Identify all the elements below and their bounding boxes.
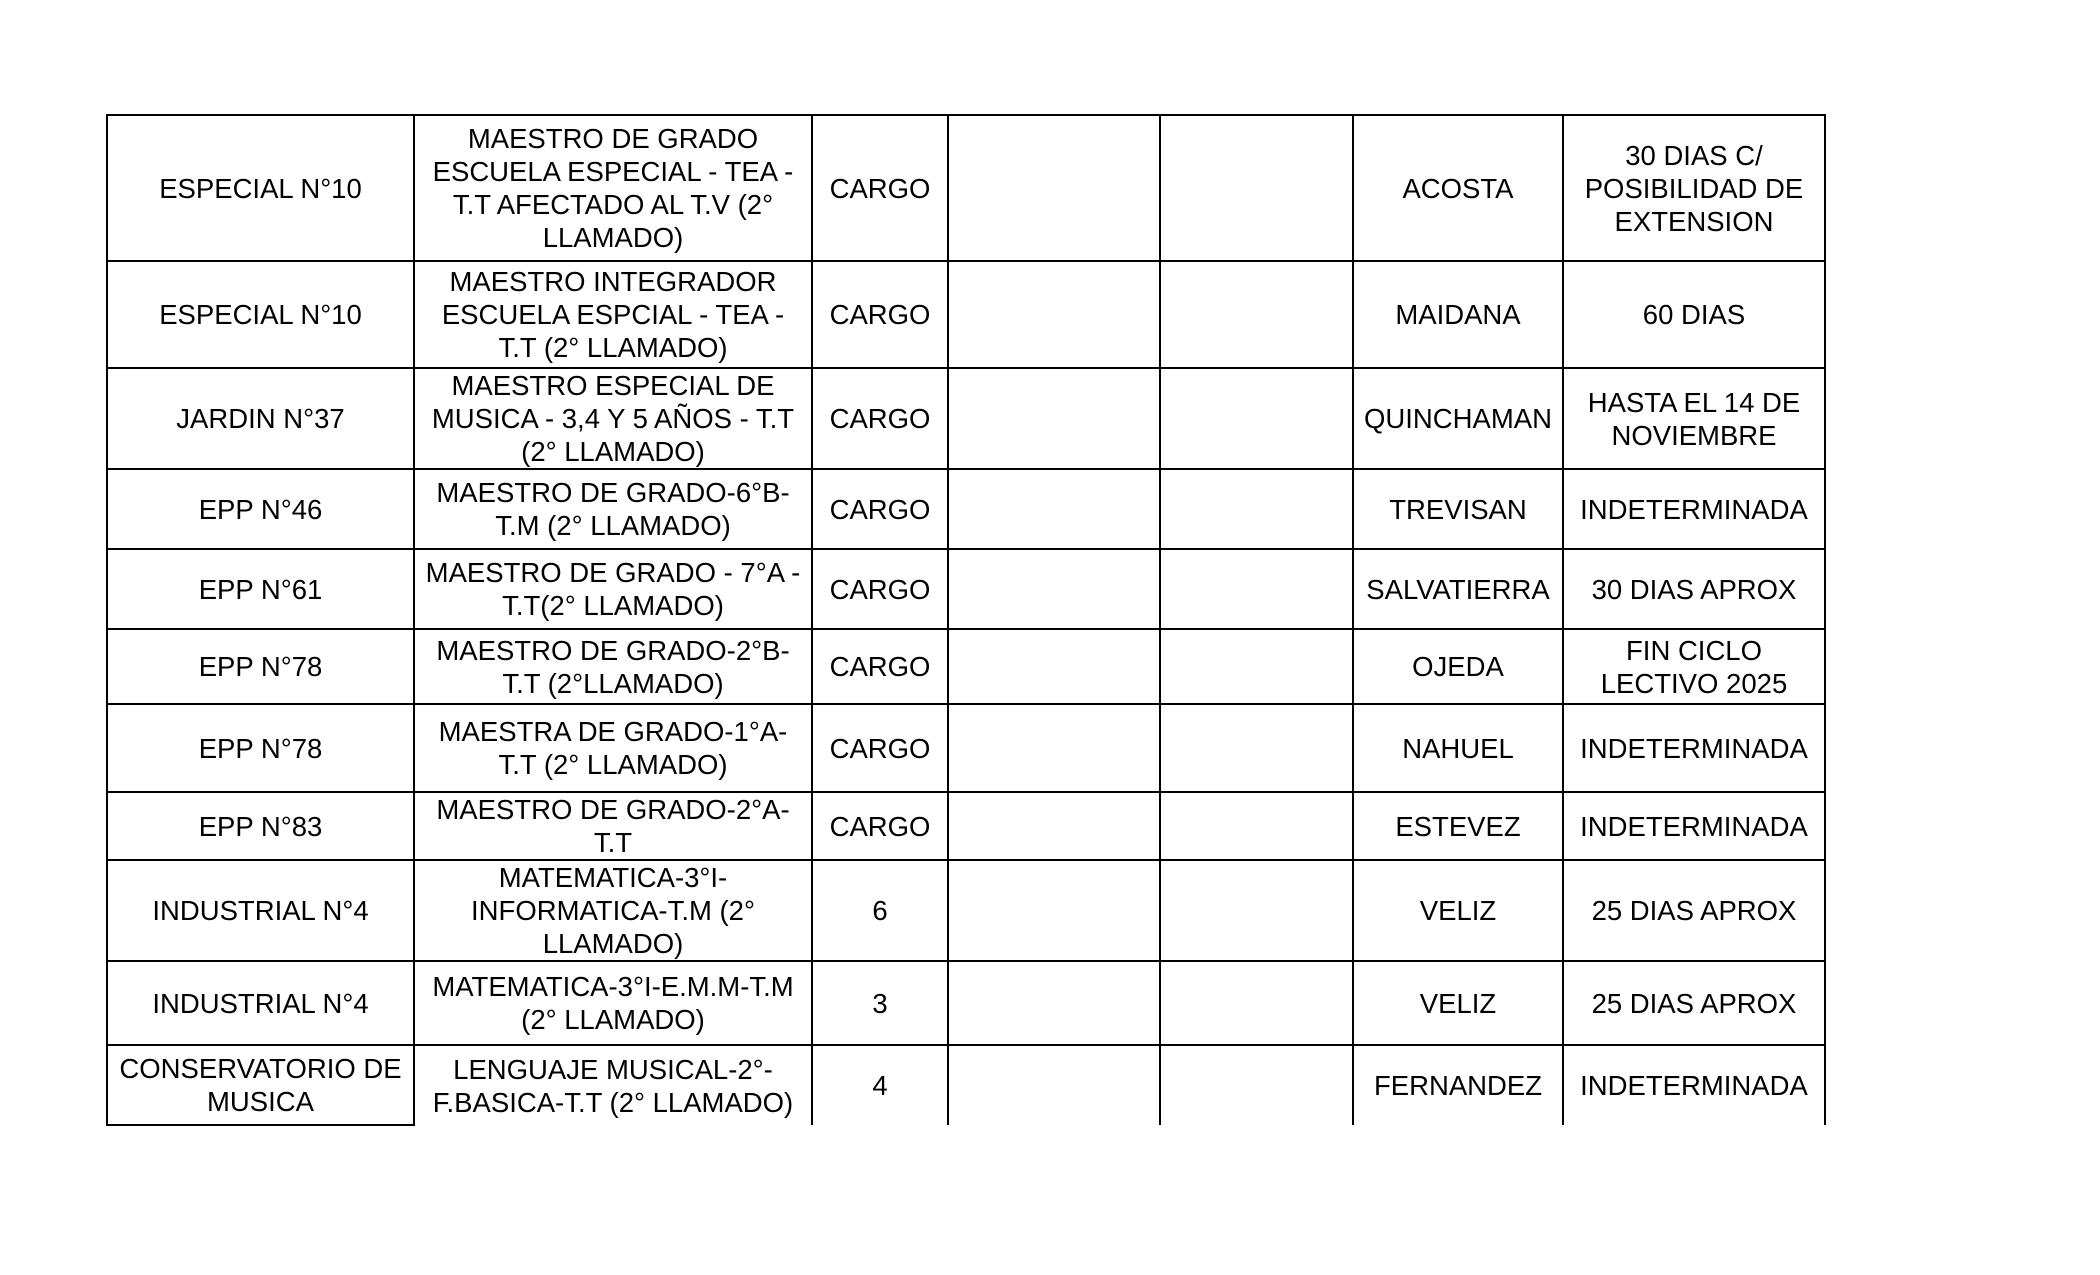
cell-position: MAESTRO DE GRADO-2°B-T.T (2°LLAMADO) <box>414 629 812 704</box>
cell-duration: INDETERMINADA <box>1563 704 1825 792</box>
cell-empty <box>1160 261 1353 368</box>
cell-duration: 60 DIAS <box>1563 261 1825 368</box>
table-row <box>107 368 1825 469</box>
cell-duration: 30 DIAS APROX <box>1563 549 1825 629</box>
cell-empty <box>1160 115 1353 261</box>
cell-teacher: OJEDA <box>1353 629 1563 704</box>
cell-empty <box>948 792 1160 860</box>
cell-position: LENGUAJE MUSICAL-2°-F.BASICA-T.T (2° LLAMADO) <box>414 1045 812 1125</box>
cell-empty <box>1160 1045 1353 1125</box>
cell-hours: CARGO <box>812 549 948 629</box>
cell-teacher: QUINCHAMAN <box>1353 368 1563 469</box>
cell-empty <box>948 1045 1160 1125</box>
cell-hours: 4 <box>812 1045 948 1125</box>
cell-empty <box>948 261 1160 368</box>
table-row <box>107 961 1825 1045</box>
cell-empty <box>948 469 1160 549</box>
vacancy-table <box>106 114 1826 1126</box>
table-row <box>107 261 1825 368</box>
table-row <box>107 792 1825 860</box>
cell-teacher: VELIZ <box>1353 961 1563 1045</box>
cell-hours: CARGO <box>812 792 948 860</box>
table-row <box>107 549 1825 629</box>
cell-duration: INDETERMINADA <box>1563 469 1825 549</box>
cell-teacher: ACOSTA <box>1353 115 1563 261</box>
cell-empty <box>948 961 1160 1045</box>
cell-duration: 25 DIAS APROX <box>1563 860 1825 961</box>
cell-school: ESPECIAL N°10 <box>107 115 414 261</box>
cell-school: ESPECIAL N°10 <box>107 261 414 368</box>
cell-school: INDUSTRIAL N°4 <box>107 860 414 961</box>
cell-hours: CARGO <box>812 704 948 792</box>
cell-school: INDUSTRIAL N°4 <box>107 961 414 1045</box>
cell-position: MAESTRO DE GRADO-6°B-T.M (2° LLAMADO) <box>414 469 812 549</box>
cell-position: MAESTRA DE GRADO-1°A-T.T (2° LLAMADO) <box>414 704 812 792</box>
cell-empty <box>1160 961 1353 1045</box>
cell-hours: 3 <box>812 961 948 1045</box>
cell-empty <box>948 860 1160 961</box>
cell-school: EPP N°78 <box>107 704 414 792</box>
cell-duration: 30 DIAS C/ POSIBILIDAD DE EXTENSION <box>1563 115 1825 261</box>
cell-hours: CARGO <box>812 629 948 704</box>
cell-empty <box>948 115 1160 261</box>
cell-position: MAESTRO DE GRADO-2°A-T.T <box>414 792 812 860</box>
cell-empty <box>1160 469 1353 549</box>
cell-school: EPP N°46 <box>107 469 414 549</box>
cell-position: MAESTRO ESPECIAL DE MUSICA - 3,4 Y 5 AÑOS - T.T (2° LLAMADO) <box>414 368 812 469</box>
table-row <box>107 1045 1825 1125</box>
cell-hours: CARGO <box>812 115 948 261</box>
cell-duration: HASTA EL 14 DE NOVIEMBRE <box>1563 368 1825 469</box>
cell-teacher: NAHUEL <box>1353 704 1563 792</box>
cell-position: MATEMATICA-3°I-INFORMATICA-T.M (2° LLAMADO) <box>414 860 812 961</box>
table-row <box>107 115 1825 261</box>
cell-school: CONSERVATORIO DE MUSICA <box>107 1045 414 1125</box>
cell-school: EPP N°78 <box>107 629 414 704</box>
cell-teacher: SALVATIERRA <box>1353 549 1563 629</box>
cell-hours: CARGO <box>812 261 948 368</box>
cell-teacher: MAIDANA <box>1353 261 1563 368</box>
cell-empty <box>1160 368 1353 469</box>
table-row <box>107 860 1825 961</box>
cell-position: MAESTRO DE GRADO ESCUELA ESPECIAL - TEA - T.T AFECTADO AL T.V (2° LLAMADO) <box>414 115 812 261</box>
cell-empty <box>1160 704 1353 792</box>
cell-teacher: ESTEVEZ <box>1353 792 1563 860</box>
cell-school: EPP N°61 <box>107 549 414 629</box>
cell-position: MAESTRO DE GRADO - 7°A - T.T(2° LLAMADO) <box>414 549 812 629</box>
cell-empty <box>1160 549 1353 629</box>
cell-teacher: TREVISAN <box>1353 469 1563 549</box>
cell-school: JARDIN N°37 <box>107 368 414 469</box>
cell-empty <box>948 549 1160 629</box>
cell-position: MAESTRO INTEGRADOR ESCUELA ESPCIAL - TEA - T.T (2° LLAMADO) <box>414 261 812 368</box>
cell-hours: CARGO <box>812 368 948 469</box>
cell-position: MATEMATICA-3°I-E.M.M-T.M (2° LLAMADO) <box>414 961 812 1045</box>
cell-empty <box>1160 792 1353 860</box>
cell-empty <box>1160 860 1353 961</box>
cell-empty <box>948 629 1160 704</box>
cell-hours: 6 <box>812 860 948 961</box>
cell-school: EPP N°83 <box>107 792 414 860</box>
cell-duration: FIN CICLO LECTIVO 2025 <box>1563 629 1825 704</box>
cell-teacher: FERNANDEZ <box>1353 1045 1563 1125</box>
table-row <box>107 469 1825 549</box>
cell-hours: CARGO <box>812 469 948 549</box>
cell-teacher: VELIZ <box>1353 860 1563 961</box>
cell-empty <box>1160 629 1353 704</box>
cell-empty <box>948 368 1160 469</box>
cell-empty <box>948 704 1160 792</box>
table-row <box>107 704 1825 792</box>
cell-duration: INDETERMINADA <box>1563 1045 1825 1125</box>
table-row <box>107 629 1825 704</box>
cell-duration: INDETERMINADA <box>1563 792 1825 860</box>
cell-duration: 25 DIAS APROX <box>1563 961 1825 1045</box>
